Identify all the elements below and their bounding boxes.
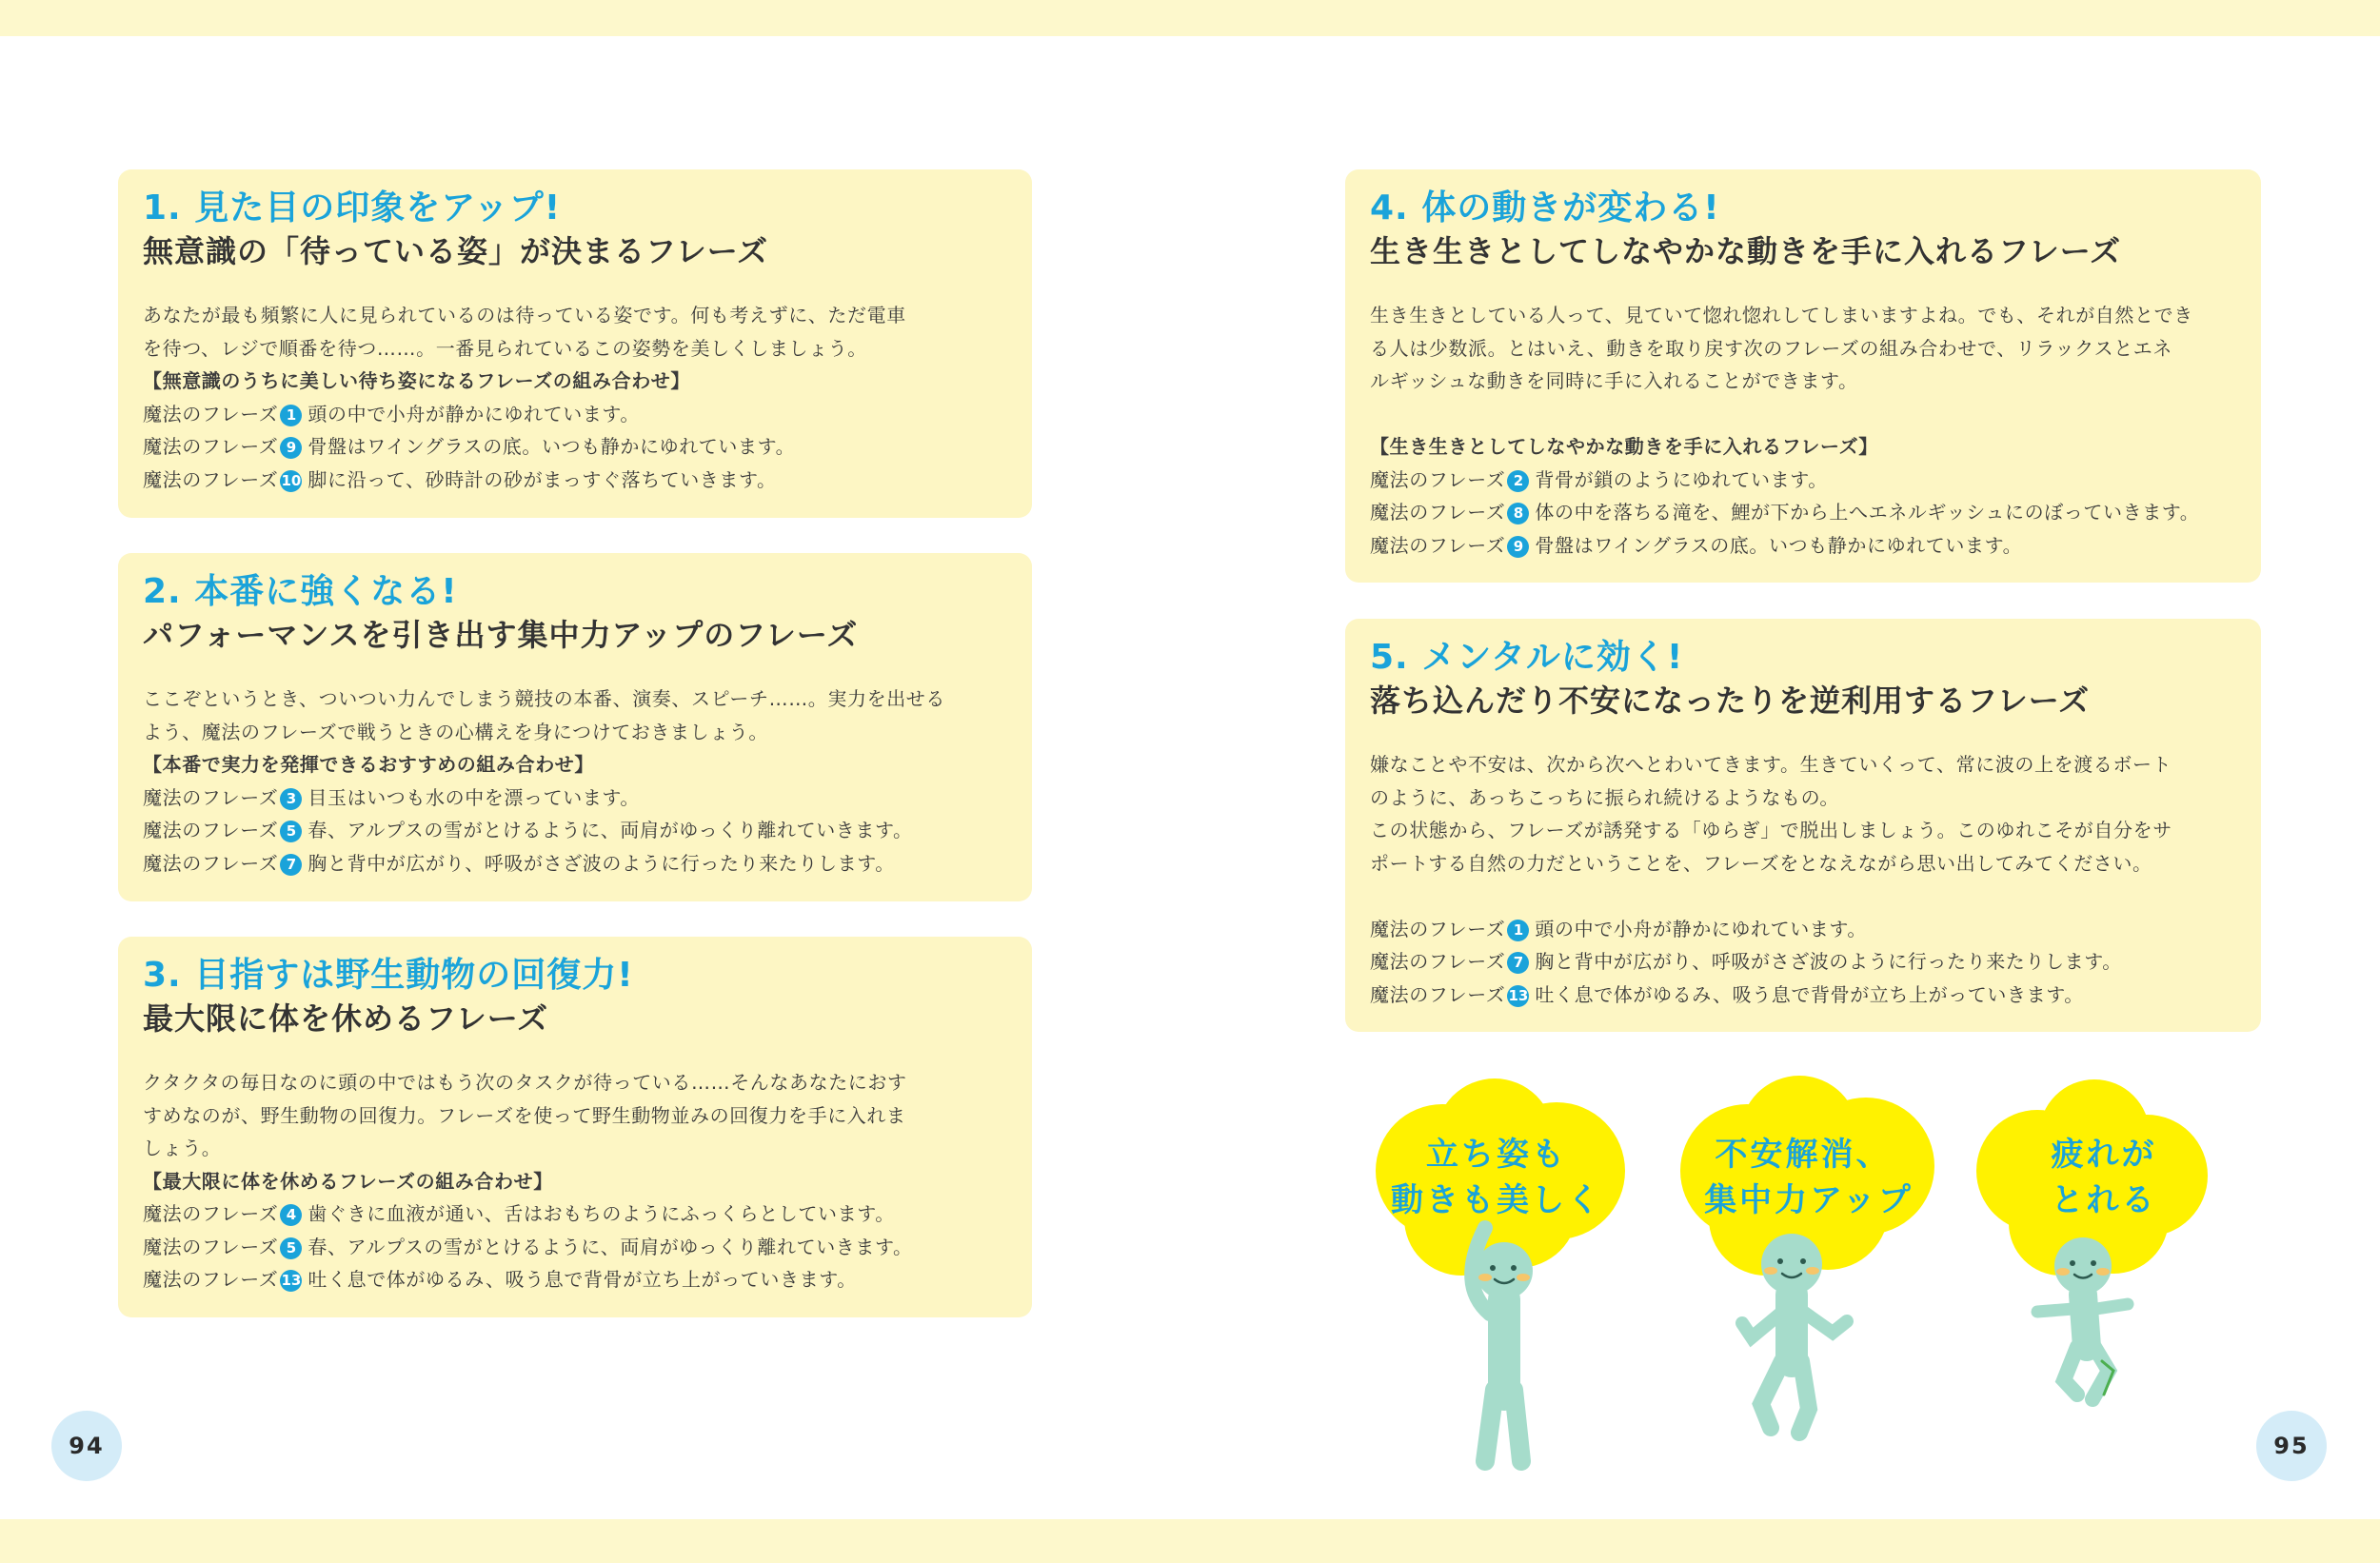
intro-line: よう、魔法のフレーズで戦うときの心構えを身につけておきましょう。 [143, 720, 768, 743]
phrase-number-badge: 9 [280, 437, 302, 459]
intro-line: しょう。 [143, 1137, 222, 1159]
section-heading: 3. 目指すは野生動物の回復力! [143, 956, 634, 995]
intro-line: 生き生きとしている人って、見ていて惚れ惚れしてしまいますよね。でも、それが自然とでき [1370, 304, 2193, 326]
intro-line: ここぞというとき、ついつい力んでしまう競技の本番、演奏、スピーチ……。実力を出せる [143, 687, 945, 710]
phrase-item [143, 398, 1007, 431]
page-number-right: 95 [2256, 1411, 2327, 1481]
phrase-item [1370, 496, 2236, 529]
section-heading: 5. メンタルに効く! [1370, 638, 1684, 677]
phrase-text: 胸と背中が広がり、呼吸がさざ波のように行ったり来たりします。 [1535, 950, 2122, 973]
phrase-number-badge: 3 [280, 788, 302, 810]
section-subheading: パフォーマンスを引き出す集中力アップのフレーズ [143, 617, 859, 653]
phrase-item [143, 847, 1007, 880]
phrase-number-badge: 7 [280, 854, 302, 876]
phrase-text: 吐く息で体がゆるみ、吸う息で背骨が立ち上がっていきます。 [1535, 982, 2084, 1006]
phrase-label: 魔法のフレーズ [1370, 982, 1506, 1006]
phrase-label: 魔法のフレーズ [143, 1235, 279, 1258]
section-subheading: 最大限に体を休めるフレーズ [143, 1000, 549, 1037]
phrase-number-badge: 2 [1507, 470, 1529, 492]
phrase-item [143, 1263, 1007, 1296]
phrase-number-badge: 10 [280, 470, 302, 492]
phrase-text: 骨盤はワイングラスの底。いつも静かにゆれています。 [307, 435, 796, 458]
phrase-label: 魔法のフレーズ [143, 402, 279, 425]
phrase-label: 魔法のフレーズ [1370, 950, 1506, 973]
phrase-label: 魔法のフレーズ [1370, 533, 1506, 557]
phrase-text: 春、アルプスの雪がとけるように、両肩がゆっくり離れていきます。 [307, 1235, 913, 1258]
phrase-text: 体の中を落ちる滝を、鯉が下から上へエネルギッシュにのぼっていきます。 [1535, 501, 2200, 524]
phrase-text: 吐く息で体がゆるみ、吸う息で背骨が立ち上がっていきます。 [307, 1268, 857, 1291]
intro-line: ポートする自然の力だということを、フレーズをとなえながら思い出してみてください。 [1370, 851, 2152, 875]
phrase-text: 頭の中で小舟が静かにゆれています。 [1535, 917, 1868, 940]
cloud-text-line: 集中力アップ [1704, 1181, 1914, 1219]
phrase-item [1370, 979, 2236, 1012]
phrase-number-badge: 9 [1507, 536, 1529, 558]
cloud-text-line: 動きも美しく [1391, 1181, 1602, 1219]
cloud-text-line: 不安解消、 [1715, 1136, 1892, 1174]
phrase-label: 魔法のフレーズ [143, 467, 279, 491]
phrase-item [1370, 945, 2236, 979]
phrase-label: 魔法のフレーズ [143, 785, 279, 809]
phrase-text: 背骨が鎖のようにゆれています。 [1535, 467, 1828, 491]
section-heading: 4. 体の動きが変わる! [1370, 188, 1720, 228]
intro-line: あなたが最も頻繁に人に見られているのは待っている姿です。何も考えずに、ただ電車 [143, 304, 906, 326]
phrase-number-badge: 1 [1507, 920, 1529, 941]
phrase-text: 胸と背中が広がり、呼吸がさざ波のように行ったり来たりします。 [307, 851, 895, 875]
section-card-5 [1345, 619, 2261, 1032]
section-card-1 [118, 169, 1032, 518]
combo-title: 【生き生きとしてしなやかな動きを手に入れるフレーズ】 [1370, 435, 1878, 458]
phrase-number-badge: 13 [280, 1270, 302, 1292]
phrase-text: 春、アルプスの雪がとけるように、両肩がゆっくり離れていきます。 [307, 819, 913, 841]
combo-title: 【本番で実力を発揮できるおすすめの組み合わせ】 [143, 753, 594, 776]
phrase-text: 歯ぐきに血液が通い、舌はおもちのようにふっくらとしています。 [307, 1202, 895, 1225]
phrase-item [143, 1197, 1007, 1231]
top-band [0, 0, 2380, 36]
section-heading: 2. 本番に強くなる! [143, 572, 458, 611]
phrase-number-badge: 5 [280, 1237, 302, 1259]
cloud-text-line: 立ち姿も [1426, 1136, 1567, 1174]
phrase-item [143, 782, 1007, 815]
intro-line: のように、あっちこっちに振られ続けるようなもの。 [1370, 785, 1839, 809]
phrase-text: 目玉はいつも水の中を漂っています。 [307, 785, 641, 809]
phrase-text: 骨盤はワイングラスの底。いつも静かにゆれています。 [1535, 533, 2023, 557]
phrase-item [1370, 529, 2236, 563]
page-number-left: 94 [51, 1411, 122, 1481]
intro-line: ルギッシュな動きを同時に手に入れることができます。 [1370, 369, 1858, 392]
phrase-label: 魔法のフレーズ [143, 1202, 279, 1225]
phrase-number-badge: 4 [280, 1204, 302, 1226]
phrase-item [143, 464, 1007, 497]
intro-line: クタクタの毎日なのに頭の中ではもう次のタスクが待っている……そんなあなたにおす [143, 1071, 907, 1094]
section-card-2 [118, 553, 1032, 901]
phrase-label: 魔法のフレーズ [1370, 917, 1506, 940]
phrase-number-badge: 1 [280, 405, 302, 426]
section-subheading: 落ち込んだり不安になったりを逆利用するフレーズ [1370, 683, 2091, 719]
cloud-text-line: とれる [2051, 1181, 2157, 1219]
intro-line: すめなのが、野生動物の回復力。フレーズを使って野生動物並みの回復力を手に入れま [143, 1103, 906, 1127]
phrase-label: 魔法のフレーズ [143, 819, 279, 841]
section-heading: 1. 見た目の印象をアップ! [143, 188, 562, 228]
phrase-item [143, 814, 1007, 847]
phrase-text: 脚に沿って、砂時計の砂がまっすぐ落ちていきます。 [307, 467, 777, 491]
intro-line: 嫌なことや不安は、次から次へとわいてきます。生きていくって、常に波の上を渡るボート [1370, 753, 2172, 776]
phrase-number-badge: 8 [1507, 503, 1529, 524]
phrase-number-badge: 7 [1507, 952, 1529, 974]
section-card-4 [1345, 169, 2261, 583]
phrase-label: 魔法のフレーズ [1370, 501, 1506, 524]
combo-title: 【無意識のうちに美しい待ち姿になるフレーズの組み合わせ】 [143, 369, 690, 392]
phrase-number-badge: 13 [1507, 985, 1529, 1007]
phrase-item [1370, 913, 2236, 946]
illustration [1352, 1066, 2247, 1485]
section-subheading: 無意識の「待っている姿」が決まるフレーズ [143, 233, 769, 269]
phrase-item [1370, 464, 2236, 497]
phrase-item [143, 1231, 1007, 1264]
phrase-label: 魔法のフレーズ [1370, 467, 1506, 491]
section-card-3 [118, 937, 1032, 1317]
phrase-item [143, 430, 1007, 464]
phrase-text: 頭の中で小舟が静かにゆれています。 [307, 402, 641, 425]
section-subheading: 生き生きとしてしなやかな動きを手に入れるフレーズ [1370, 233, 2122, 269]
phrase-number-badge: 5 [280, 821, 302, 842]
cloud-text-line: 疲れが [2051, 1136, 2157, 1174]
phrase-label: 魔法のフレーズ [143, 1268, 279, 1291]
combo-title: 【最大限に体を休めるフレーズの組み合わせ】 [143, 1169, 553, 1193]
intro-line: を待つ、レジで順番を待つ……。一番見られているこの姿勢を美しくしましょう。 [143, 336, 867, 360]
bottom-band [0, 1519, 2380, 1563]
intro-line: る人は少数派。とはいえ、動きを取り戻す次のフレーズの組み合わせで、リラックスとエネ [1370, 336, 2172, 360]
phrase-label: 魔法のフレーズ [143, 851, 279, 875]
figure-standing-icon [1472, 1228, 1533, 1461]
intro-line: この状態から、フレーズが誘発する「ゆらぎ」で脱出しましょう。このゆれこそが自分をサ [1370, 819, 2172, 841]
phrase-label: 魔法のフレーズ [143, 435, 279, 458]
